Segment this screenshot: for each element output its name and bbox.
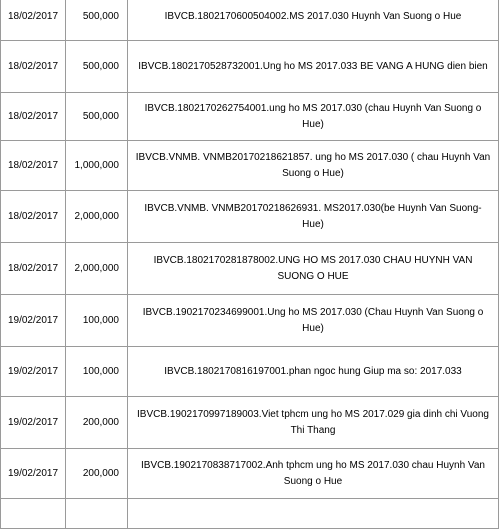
date-cell: 18/02/2017 <box>1 41 66 93</box>
amount-cell: 200,000 <box>66 397 128 449</box>
table-row <box>1 0 499 41</box>
description-cell: IBVCB.1802170816197001.phan ngoc hung Giup ma so: 2017.033 <box>128 347 499 397</box>
date-cell: 19/02/2017 <box>1 397 66 449</box>
date-cell <box>1 499 66 529</box>
date-cell: 18/02/2017 <box>1 93 66 141</box>
amount-cell: 1,000,000 <box>66 141 128 191</box>
table-row <box>1 141 499 191</box>
description-cell: IBVCB.1802170262754001.ung ho MS 2017.030 (chau Huynh Van Suong o Hue) <box>128 93 499 141</box>
date-cell: 19/02/2017 <box>1 295 66 347</box>
table-row <box>1 397 499 449</box>
date-cell: 18/02/2017 <box>1 243 66 295</box>
table-row <box>1 243 499 295</box>
date-cell: 18/02/2017 <box>1 141 66 191</box>
date-cell: 18/02/2017 <box>1 191 66 243</box>
description-cell: IBVCB.1902170838717002.Anh tphcm ung ho MS 2017.030 chau Huynh Van Suong o Hue <box>128 449 499 499</box>
amount-cell: 200,000 <box>66 449 128 499</box>
description-cell: IBVCB.VNMB. VNMB20170218621857. ung ho MS 2017.030 ( chau Huynh Van Suong o Hue) <box>128 141 499 191</box>
amount-cell <box>66 499 128 529</box>
table-row <box>1 449 499 499</box>
description-cell: IBVCB.VNMB. VNMB20170218626931. MS2017.030(be Huynh Van Suong-Hue) <box>128 191 499 243</box>
donation-rows <box>1 0 499 529</box>
table-row <box>1 295 499 347</box>
date-cell: 18/02/2017 <box>1 0 66 41</box>
table-row <box>1 499 499 529</box>
description-cell: IBVCB.1902170997189003.Viet tphcm ung ho MS 2017.029 gia dinh chi Vuong Thi Thang <box>128 397 499 449</box>
amount-cell: 100,000 <box>66 295 128 347</box>
amount-cell: 2,000,000 <box>66 191 128 243</box>
amount-cell: 100,000 <box>66 347 128 397</box>
description-cell: IBVCB.1802170600504002.MS 2017.030 Huynh Van Suong o Hue <box>128 0 499 41</box>
amount-cell: 2,000,000 <box>66 243 128 295</box>
amount-cell: 500,000 <box>66 41 128 93</box>
amount-cell: 500,000 <box>66 93 128 141</box>
description-cell: IBVCB.1802170528732001.Ung ho MS 2017.033 BE VANG A HUNG dien bien <box>128 41 499 93</box>
date-cell: 19/02/2017 <box>1 449 66 499</box>
table-row <box>1 347 499 397</box>
date-cell: 19/02/2017 <box>1 347 66 397</box>
table-row <box>1 41 499 93</box>
description-cell: IBVCB.1802170281878002.UNG HO MS 2017.030 CHAU HUYNH VAN SUONG O HUE <box>128 243 499 295</box>
description-cell <box>128 499 499 529</box>
table-row <box>1 191 499 243</box>
description-cell: IBVCB.1902170234699001.Ung ho MS 2017.030 (Chau Huynh Van Suong o Hue) <box>128 295 499 347</box>
amount-cell: 500,000 <box>66 0 128 41</box>
table-row <box>1 93 499 141</box>
